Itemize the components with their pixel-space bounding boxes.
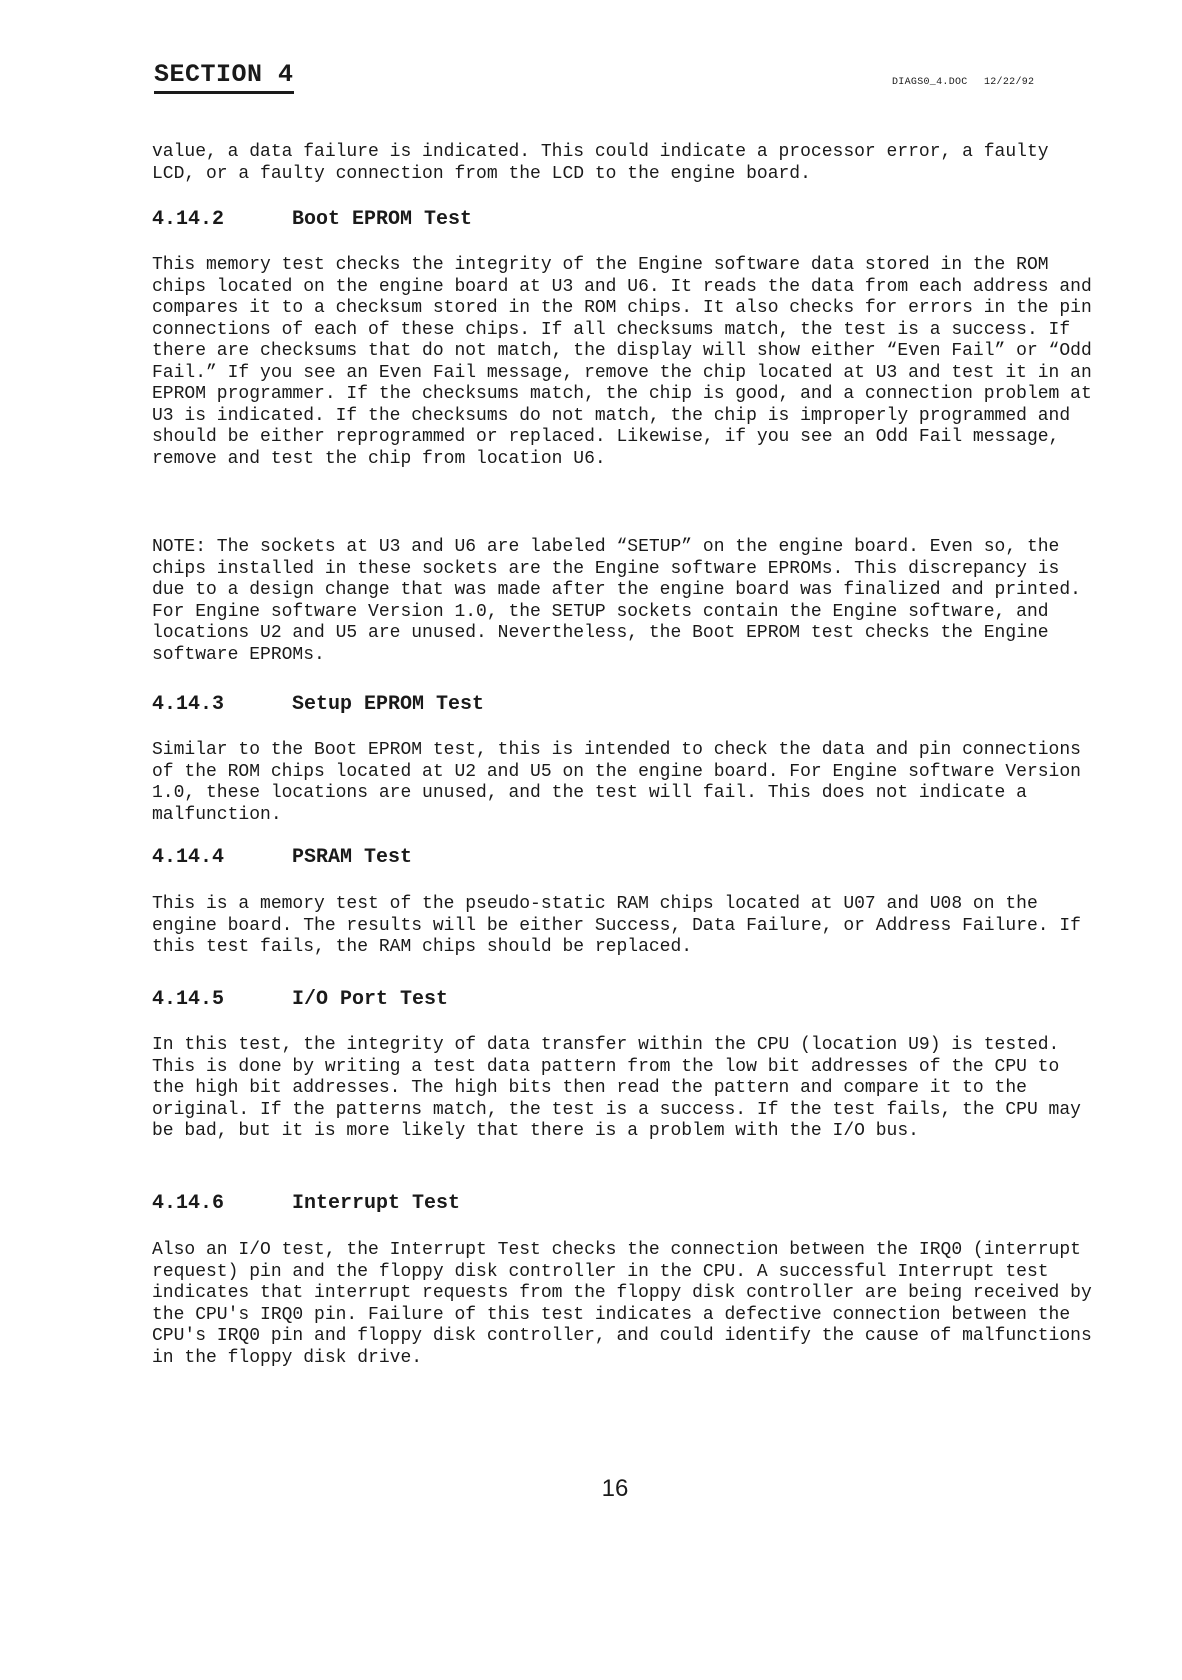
document-filename: DIAGS0_4.DOC [892,77,968,88]
heading-number: 4.14.3 [152,693,225,716]
heading-boot-eprom [152,208,472,232]
boot-eprom-note: NOTE: The sockets at U3 and U6 are labeled “SETUP” on the engine board. Even so, the chips installed in these sockets are the Engine software EPROMs. This discrepancy is due to a design change that was made after the engine board was finalized and printed. For Engine software Version 1.0, the SETUP sockets contain the Engine software, and locations U2 and U5 are unused. Nevertheless, the Boot EPROM test checks the Engine software EPROMs. [152,537,1081,665]
psram-paragraph: This is a memory test of the pseudo-static RAM chips located at U07 and U08 on the engine board. The results will be either Success, Data Failure, or Address Failure. If this test fails, the RAM chips should be replaced. [152,894,1081,957]
heading-title: PSRAM Test [292,846,413,869]
heading-interrupt [152,1192,460,1216]
intro-paragraph: value, a data failure is indicated. This could indicate a processor error, a faulty LCD, or a faulty connection from the LCD to the engine board. [152,142,1049,184]
interrupt-paragraph: Also an I/O test, the Interrupt Test checks the connection between the IRQ0 (interrupt request) pin and the floppy disk controller in the CPU. A successful Interrupt test indicates that interrupt requests from the floppy disk controller are being received by the CPU's IRQ0 pin. Failure of this test indicates a defective connection between the CPU's IRQ0 pin and floppy disk controller, and could identify the cause of malfunctions in the floppy disk drive. [152,1240,1092,1368]
heading-title: I/O Port Test [292,988,449,1011]
document-id [892,77,1034,88]
heading-number: 4.14.2 [152,208,225,231]
heading-setup-eprom [152,693,484,717]
heading-title: Interrupt Test [292,1192,461,1215]
heading-title: Boot EPROM Test [292,208,473,231]
heading-number: 4.14.6 [152,1192,225,1215]
heading-number: 4.14.5 [152,988,225,1011]
document-date: 12/22/92 [983,77,1035,88]
section-title: SECTION 4 [154,62,294,94]
heading-title: Setup EPROM Test [292,693,485,716]
heading-psram [152,846,412,870]
boot-eprom-paragraph: This memory test checks the integrity of the Engine software data stored in the ROM chips located on the engine board at U3 and U6. It reads the data from each address and compares it to a checksum stored in the ROM chips. It also checks for errors in the pin connections of each of these chips. If all checksums match, the test is a success. If there are checksums that do not match, the display will show either “Even Fail” or “Odd Fail.” If you see an Even Fail message, remove the chip located at U3 and test it in an EPROM programmer. If the checksums match, the chip is good, and a connection problem at U3 is indicated. If the checksums do not match, the chip is improperly programmed and should be either reprogrammed or replaced. Likewise, if you see an Odd Fail message, remove and test the chip from location U6. [152,255,1092,469]
heading-number: 4.14.4 [152,846,225,869]
io-port-paragraph: In this test, the integrity of data transfer within the CPU (location U9) is tested. This is done by writing a test data pattern from the low bit addresses of the CPU to the high bit addresses. The high bits then read the pattern and compare it to the original. If the patterns match, the test is a success. If the test fails, the CPU may be bad, but it is more likely that there is a problem with the I/O bus. [152,1035,1081,1141]
setup-eprom-paragraph: Similar to the Boot EPROM test, this is intended to check the data and pin connections of the ROM chips located at U2 and U5 on the engine board. For Engine software Version 1.0, these locations are unused, and the test will fail. This does not indicate a malfunction. [152,740,1081,825]
heading-io-port [152,988,448,1012]
page-number: 16 [601,1475,629,1502]
